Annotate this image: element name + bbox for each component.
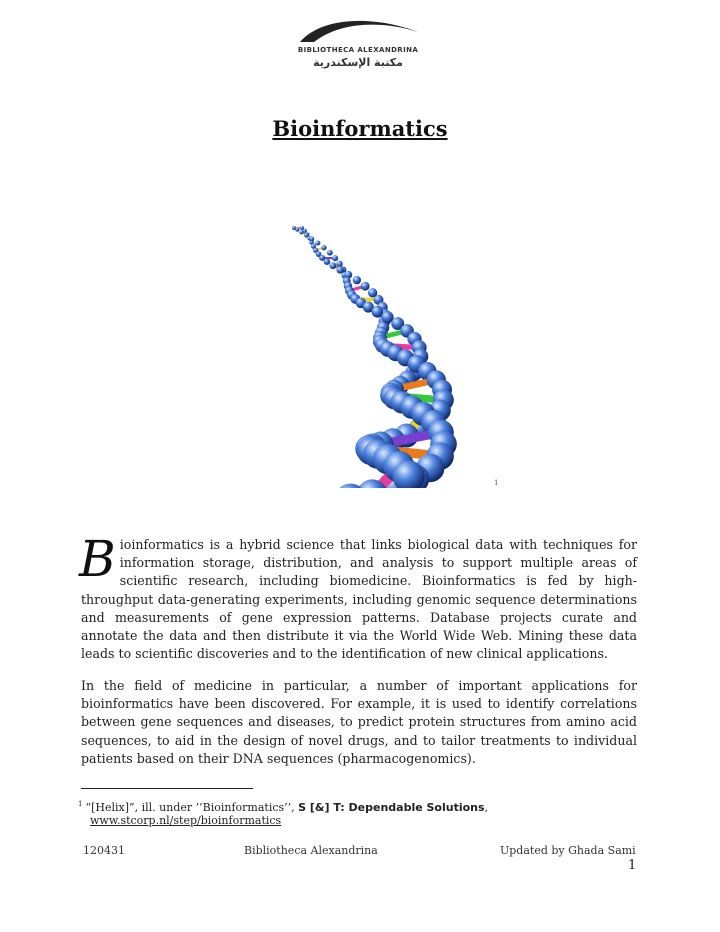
footnote-text-d: , [484,801,489,814]
logo [270,16,450,72]
footer-org: Bibliotheca Alexandrina [244,844,378,857]
footnote [78,796,488,816]
footnote-text-a: “[Helix]”, ill. under ’’Bioinformatics’’, [85,801,299,814]
footnote-text-b: S [&] [298,801,334,814]
footnote-text-c: T: Dependable Solutions [333,801,485,814]
logo-text-en: BIBLIOTHECA ALEXANDRINA [297,46,419,54]
dna-ball [321,245,326,250]
drop-cap: B [79,530,116,588]
footnote-link[interactable]: www.stcorp.nl/step/bioinformatics [90,814,282,827]
dna-ball [329,262,336,269]
logo-arc-icon [290,16,430,46]
dna-ball [327,250,333,256]
paragraph-1-text: ioinformatics is a hybrid science that links biological data with techniques for information storage, distribution, and analysis to support multiple areas of scientific research, including biomedicine. Bioinformatics is fed by high-throughput data-generating experiments, including genomic sequence determinations and measurements of gene expression patterns. Database projects curate and annotate the data and then distribute it via the World Wide Web. Mining these data leads to scientific discoveries and to the identification of new clinical applications. [81,537,637,662]
footnote-rule [81,788,253,789]
page-title: Bioinformatics [272,116,448,141]
dna-ball [315,241,320,246]
logo-text-ar: مكتبة الإسكندرية [313,56,403,69]
footer-id: 120431 [83,844,125,857]
dna-ball [324,258,331,265]
dna-ball [372,306,384,318]
page-number: 1 [628,858,637,873]
dna-helix-image [238,218,502,488]
footer-updated: Updated by Ghada Sami [500,844,636,857]
paragraph-1 [79,530,637,663]
dna-ball [295,228,299,232]
dna-ball [336,266,343,273]
dna-ball [309,237,314,242]
footnote-mark: 1 [78,800,83,808]
dna-ball [299,230,303,234]
dna-ball [332,255,338,261]
paragraph-2: In the field of medicine in particular, a number of important applications for bioinformatics have been discovered. For example, it is used to identify correlations between gene sequences and diseases, to predict protein structures from amino acid sequences, to aid in the design of novel drugs, and to tailor treatments to individual patients based on their DNA sequences (pharmacogenomics). [81,678,637,766]
dna-ball [361,282,370,291]
image-footnote-mark: 1 [494,479,499,487]
dna-ball [353,276,361,284]
dna-ball [304,233,308,237]
